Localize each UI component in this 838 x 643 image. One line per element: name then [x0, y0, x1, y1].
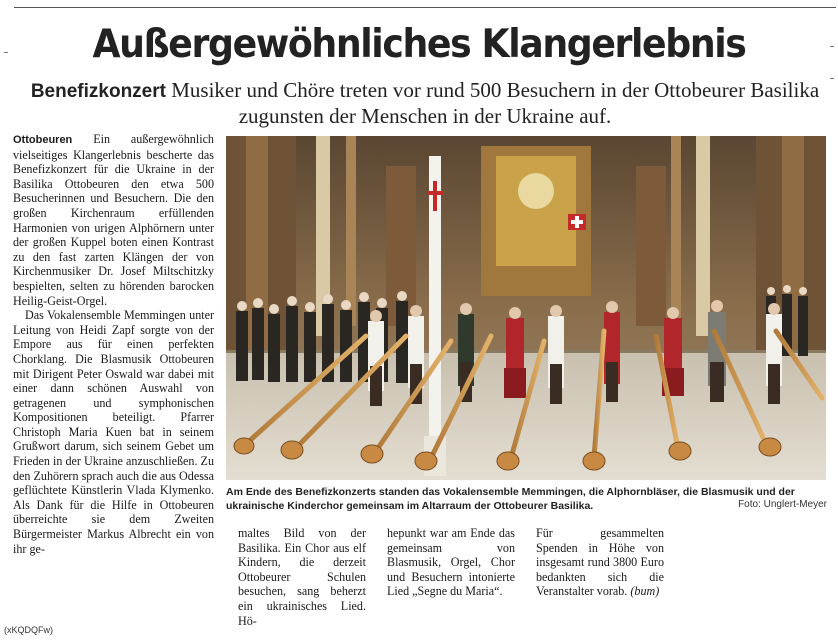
margin-mark: [830, 46, 834, 47]
paragraph-closing-text: Für gesammelten Spenden in Höhe von insgesamt rund 3800 Euro bedankten sich die Veranstalter vorab.: [536, 526, 664, 599]
article-column-3: hepunkt war am Ende das gemeinsam von Blasmusik, Orgel, Chor und Besuchern intonierte Lied „Segne du Maria“.: [387, 526, 515, 599]
paragraph-closing: [536, 526, 664, 599]
paragraph-2: Das Vokalensemble Memmingen unter Leitung von Heidi Zapf sorgte von der Empore aus für einen perfekten Chorklang. Die Blasmusik Ottobeuren mit Dirigent Peter Oswald war dabei mit einer dann schönen Auswahl von getragenen und symphonischen Kompositionen beteiligt. Pfarrer Christoph Maria Kuen bat in seinem Grußwort darum, sich seinem Gebet um Frieden in der Ukraine anzuschließen. Zu den Zuhörern sprach auch die aus Odessa geflüchtete Künstlerin Vlada Klymenko. Als Dank für die Hilfe in Ottobeuren überreichte sie dem Zweiten Bürgermeister Markus Albrecht ein von ihr ge-: [13, 308, 214, 556]
subline: [30, 78, 820, 128]
photo-credit: Foto: Unglert-Meyer: [738, 499, 827, 510]
page-code: (xKQDQFw): [4, 625, 53, 635]
margin-mark: [4, 52, 8, 53]
paragraph-1: [13, 132, 214, 308]
photo-caption: Am Ende des Benefizkonzerts standen das Vokalensemble Memmingen, die Alphornbläser, die Blasmusik und der ukrainische Kinderchor gemeinsam im Altarraum der Ottobeurer Basilika.: [226, 486, 795, 512]
article-column-2: maltes Bild von der Basilika. Ein Chor aus elf Kindern, die derzeit Ottobeurer Schulen besuchen, sang beherzt ein ukrainisches Lied. Hö-: [238, 526, 366, 628]
dateline: Ottobeuren: [13, 134, 73, 146]
paragraph-1-text: Ein außergewöhnlich vielseitiges Klangerlebnis bescherte das Benefizkonzert für die Ukraine in der Basilika Ottobeuren den etwa 500 Besucherinnen und Besuchern. Die den großen Kirchenraum erfüllenden Harmonien von urigen Alphörnern unter der großen Kuppel boten einen Kontrast zu den fast zarten Klängen der von Kirchenmusiker Dr. Josef Miltschitzky bespielten, selten zu hörenden barocken Heilig-Geist-Orgel.: [13, 132, 214, 308]
group-photo-basilica: [226, 136, 826, 480]
kicker: Benefizkonzert: [30, 81, 166, 102]
subline-text-1: Musiker und Chöre treten vor rund 500 Besuchern in der Ottobeurer Basilika: [171, 78, 820, 102]
margin-mark: [830, 78, 834, 79]
article-column-left: [13, 132, 214, 556]
byline: (bum): [630, 584, 660, 599]
article-photo: [226, 136, 826, 480]
subline-text-2: zugunsten der Menschen in der Ukraine auf.: [238, 104, 612, 128]
article-column-4: [536, 526, 664, 599]
top-rule: [14, 7, 836, 8]
headline: Außergewöhnliches Klangerlebnis: [92, 22, 746, 67]
